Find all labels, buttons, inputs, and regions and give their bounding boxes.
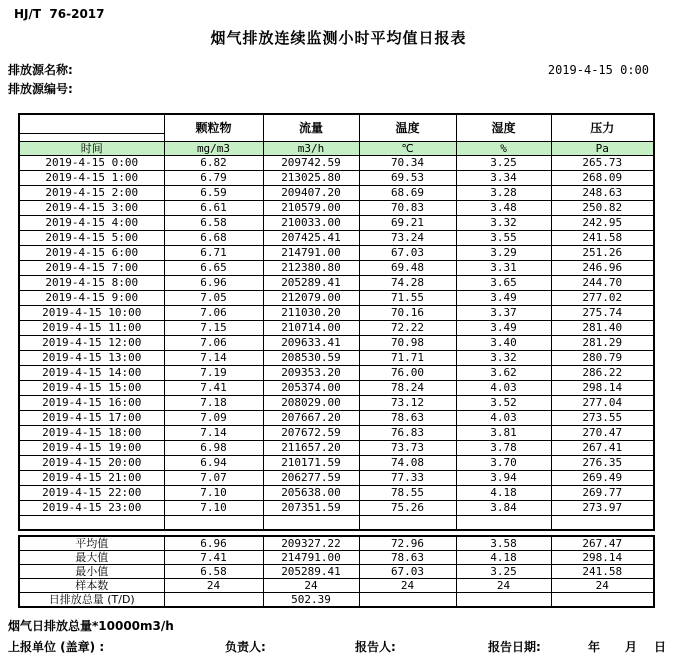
row-value: 3.32	[456, 215, 551, 230]
row-value: 6.96	[164, 275, 263, 290]
row-value: 276.35	[551, 455, 654, 470]
summary-value: 78.63	[359, 551, 456, 565]
row-value: 3.55	[456, 230, 551, 245]
table-row	[19, 320, 654, 335]
row-value: 6.61	[164, 200, 263, 215]
reporter-label: 报告人:	[355, 640, 396, 654]
row-value: 3.84	[456, 500, 551, 515]
row-value: 207425.41	[263, 230, 359, 245]
total-emission-note: 烟气日排放总量*10000m3/h	[8, 619, 174, 633]
table-row	[19, 350, 654, 365]
row-value: 205638.00	[263, 485, 359, 500]
row-value: 207667.20	[263, 410, 359, 425]
table-row	[19, 155, 654, 170]
row-value: 3.48	[456, 200, 551, 215]
row-value: 3.28	[456, 185, 551, 200]
row-value: 3.29	[456, 245, 551, 260]
table-row	[19, 335, 654, 350]
row-value: 6.82	[164, 155, 263, 170]
summary-value: 6.58	[164, 565, 263, 579]
summary-value	[359, 593, 456, 608]
row-value: 6.98	[164, 440, 263, 455]
row-value: 205289.41	[263, 275, 359, 290]
summary-row	[19, 551, 654, 565]
row-value: 3.49	[456, 290, 551, 305]
row-value: 71.71	[359, 350, 456, 365]
row-value: 269.49	[551, 470, 654, 485]
row-value: 77.33	[359, 470, 456, 485]
summary-label: 日排放总量 (T/D)	[19, 593, 164, 608]
row-value: 244.70	[551, 275, 654, 290]
summary-row	[19, 579, 654, 593]
row-time: 2019-4-15 8:00	[19, 275, 164, 290]
row-time: 2019-4-15 7:00	[19, 260, 164, 275]
row-value: 273.55	[551, 410, 654, 425]
row-value: 209742.59	[263, 155, 359, 170]
day-label: 日	[654, 640, 667, 654]
row-value: 211657.20	[263, 440, 359, 455]
table-row	[19, 245, 654, 260]
row-value: 242.95	[551, 215, 654, 230]
row-value: 68.69	[359, 185, 456, 200]
summary-row	[19, 593, 654, 608]
col-header-flow: 流量	[263, 114, 359, 141]
row-value: 3.65	[456, 275, 551, 290]
row-value: 78.24	[359, 380, 456, 395]
row-value: 207351.59	[263, 500, 359, 515]
row-value: 73.24	[359, 230, 456, 245]
standard-code: HJ/T 76-2017	[14, 7, 105, 21]
summary-label: 最小值	[19, 565, 164, 579]
row-value: 3.62	[456, 365, 551, 380]
row-value: 4.18	[456, 485, 551, 500]
row-value: 78.55	[359, 485, 456, 500]
row-value: 78.63	[359, 410, 456, 425]
time-header: 时间	[19, 141, 164, 155]
row-value: 7.19	[164, 365, 263, 380]
row-value: 208029.00	[263, 395, 359, 410]
row-time: 2019-4-15 1:00	[19, 170, 164, 185]
summary-label: 样本数	[19, 579, 164, 593]
empty-cell	[359, 515, 456, 530]
summary-row	[19, 565, 654, 579]
row-time: 2019-4-15 10:00	[19, 305, 164, 320]
row-value: 7.41	[164, 380, 263, 395]
row-time: 2019-4-15 20:00	[19, 455, 164, 470]
table-row	[19, 455, 654, 470]
row-value: 7.10	[164, 500, 263, 515]
col-header-humidity: 湿度	[456, 114, 551, 141]
row-value: 265.73	[551, 155, 654, 170]
row-value: 246.96	[551, 260, 654, 275]
row-value: 3.81	[456, 425, 551, 440]
row-value: 277.04	[551, 395, 654, 410]
summary-value: 267.47	[551, 536, 654, 551]
row-value: 7.05	[164, 290, 263, 305]
row-value: 210714.00	[263, 320, 359, 335]
row-time: 2019-4-15 22:00	[19, 485, 164, 500]
row-value: 74.28	[359, 275, 456, 290]
col-header-temperature: 温度	[359, 114, 456, 141]
table-row	[19, 275, 654, 290]
table-row	[19, 365, 654, 380]
row-value: 69.21	[359, 215, 456, 230]
row-value: 3.40	[456, 335, 551, 350]
summary-value	[551, 593, 654, 608]
row-value: 214791.00	[263, 245, 359, 260]
row-time: 2019-4-15 15:00	[19, 380, 164, 395]
measure-header-row	[19, 114, 654, 141]
empty-cell	[456, 515, 551, 530]
row-time: 2019-4-15 18:00	[19, 425, 164, 440]
unit-particulate: mg/m3	[164, 141, 263, 155]
table-row	[19, 260, 654, 275]
row-value: 7.10	[164, 485, 263, 500]
summary-value: 3.58	[456, 536, 551, 551]
row-value: 211030.20	[263, 305, 359, 320]
col-header-pressure: 压力	[551, 114, 654, 141]
summary-row	[19, 536, 654, 551]
row-value: 76.83	[359, 425, 456, 440]
unit-row	[19, 141, 654, 155]
unit-temperature: ℃	[359, 141, 456, 155]
summary-value: 72.96	[359, 536, 456, 551]
summary-value: 298.14	[551, 551, 654, 565]
summary-value: 502.39	[263, 593, 359, 608]
table-row	[19, 305, 654, 320]
row-time: 2019-4-15 0:00	[19, 155, 164, 170]
row-value: 7.07	[164, 470, 263, 485]
row-time: 2019-4-15 4:00	[19, 215, 164, 230]
row-value: 269.77	[551, 485, 654, 500]
page-title: 烟气排放连续监测小时平均值日报表	[210, 29, 467, 47]
row-value: 3.25	[456, 155, 551, 170]
table-row	[19, 380, 654, 395]
row-value: 70.83	[359, 200, 456, 215]
row-value: 281.29	[551, 335, 654, 350]
hourly-rows	[19, 155, 654, 515]
reporting-unit-label: 上报单位 (盖章) :	[8, 640, 105, 654]
row-time: 2019-4-15 12:00	[19, 335, 164, 350]
row-value: 67.03	[359, 245, 456, 260]
row-value: 73.73	[359, 440, 456, 455]
source-name-label: 排放源名称:	[8, 63, 73, 77]
person-in-charge-label: 负责人:	[225, 640, 266, 654]
row-time: 2019-4-15 6:00	[19, 245, 164, 260]
table-row	[19, 230, 654, 245]
row-value: 3.52	[456, 395, 551, 410]
unit-pressure: Pa	[551, 141, 654, 155]
table-row	[19, 185, 654, 200]
summary-value	[456, 593, 551, 608]
row-value: 71.55	[359, 290, 456, 305]
table-row	[19, 215, 654, 230]
table-row	[19, 425, 654, 440]
summary-value: 7.41	[164, 551, 263, 565]
table-row	[19, 500, 654, 515]
row-value: 298.14	[551, 380, 654, 395]
row-value: 273.97	[551, 500, 654, 515]
row-value: 72.22	[359, 320, 456, 335]
summary-value: 4.18	[456, 551, 551, 565]
row-value: 208530.59	[263, 350, 359, 365]
row-value: 3.37	[456, 305, 551, 320]
row-value: 7.14	[164, 425, 263, 440]
row-time: 2019-4-15 11:00	[19, 320, 164, 335]
table-row	[19, 395, 654, 410]
summary-value: 241.58	[551, 565, 654, 579]
row-value: 268.09	[551, 170, 654, 185]
month-label: 月	[625, 640, 638, 654]
row-value: 205374.00	[263, 380, 359, 395]
row-value: 7.06	[164, 335, 263, 350]
row-value: 75.26	[359, 500, 456, 515]
row-value: 248.63	[551, 185, 654, 200]
row-value: 7.18	[164, 395, 263, 410]
row-value: 277.02	[551, 290, 654, 305]
summary-table	[18, 535, 655, 608]
row-value: 3.32	[456, 350, 551, 365]
row-value: 212079.00	[263, 290, 359, 305]
row-value: 70.34	[359, 155, 456, 170]
summary-value: 24	[359, 579, 456, 593]
row-value: 3.31	[456, 260, 551, 275]
row-value: 6.71	[164, 245, 263, 260]
year-label: 年	[588, 640, 601, 654]
row-value: 3.70	[456, 455, 551, 470]
source-labels	[8, 61, 73, 99]
row-value: 280.79	[551, 350, 654, 365]
row-value: 6.94	[164, 455, 263, 470]
report-date-label: 报告日期:	[488, 640, 541, 654]
row-value: 7.06	[164, 305, 263, 320]
table-row	[19, 200, 654, 215]
row-time: 2019-4-15 3:00	[19, 200, 164, 215]
table-row	[19, 290, 654, 305]
row-time: 2019-4-15 13:00	[19, 350, 164, 365]
table-row	[19, 470, 654, 485]
row-value: 207672.59	[263, 425, 359, 440]
row-time: 2019-4-15 21:00	[19, 470, 164, 485]
row-value: 3.94	[456, 470, 551, 485]
row-value: 69.53	[359, 170, 456, 185]
empty-cell	[164, 515, 263, 530]
summary-value: 24	[456, 579, 551, 593]
signature-line	[0, 638, 677, 654]
row-value: 267.41	[551, 440, 654, 455]
hourly-table	[18, 113, 655, 531]
summary-value: 24	[551, 579, 654, 593]
row-value: 74.08	[359, 455, 456, 470]
summary-value: 67.03	[359, 565, 456, 579]
row-value: 209353.20	[263, 365, 359, 380]
row-value: 210171.59	[263, 455, 359, 470]
row-value: 69.48	[359, 260, 456, 275]
row-time: 2019-4-15 16:00	[19, 395, 164, 410]
row-value: 6.68	[164, 230, 263, 245]
row-value: 73.12	[359, 395, 456, 410]
summary-value	[164, 593, 263, 608]
source-code-label: 排放源编号:	[8, 82, 73, 96]
empty-cell	[263, 515, 359, 530]
row-value: 76.00	[359, 365, 456, 380]
row-value: 213025.80	[263, 170, 359, 185]
row-value: 6.65	[164, 260, 263, 275]
unit-humidity: %	[456, 141, 551, 155]
summary-value: 209327.22	[263, 536, 359, 551]
row-time: 2019-4-15 9:00	[19, 290, 164, 305]
table-row	[19, 410, 654, 425]
table-row	[19, 485, 654, 500]
row-value: 4.03	[456, 410, 551, 425]
row-value: 241.58	[551, 230, 654, 245]
row-value: 250.82	[551, 200, 654, 215]
empty-cell	[551, 515, 654, 530]
summary-value: 205289.41	[263, 565, 359, 579]
row-time: 2019-4-15 23:00	[19, 500, 164, 515]
summary-value: 6.96	[164, 536, 263, 551]
row-value: 7.09	[164, 410, 263, 425]
empty-cell	[19, 515, 164, 530]
row-value: 6.58	[164, 215, 263, 230]
row-value: 275.74	[551, 305, 654, 320]
summary-label: 平均值	[19, 536, 164, 551]
table-row	[19, 170, 654, 185]
row-value: 6.79	[164, 170, 263, 185]
row-value: 281.40	[551, 320, 654, 335]
row-value: 270.47	[551, 425, 654, 440]
table-row	[19, 440, 654, 455]
row-value: 209633.41	[263, 335, 359, 350]
row-value: 286.22	[551, 365, 654, 380]
row-time: 2019-4-15 17:00	[19, 410, 164, 425]
row-value: 210033.00	[263, 215, 359, 230]
row-value: 3.34	[456, 170, 551, 185]
blank-upper-half	[20, 121, 164, 134]
row-value: 251.26	[551, 245, 654, 260]
row-value: 212380.80	[263, 260, 359, 275]
row-value: 3.78	[456, 440, 551, 455]
row-value: 7.15	[164, 320, 263, 335]
report-datetime: 2019-4-15 0:00	[547, 63, 649, 77]
time-header-blank-cell	[19, 114, 164, 141]
summary-label: 最大值	[19, 551, 164, 565]
spacer-row	[19, 515, 654, 530]
unit-flow: m3/h	[263, 141, 359, 155]
row-value: 3.49	[456, 320, 551, 335]
summary-value: 3.25	[456, 565, 551, 579]
row-value: 7.14	[164, 350, 263, 365]
row-value: 206277.59	[263, 470, 359, 485]
row-value: 70.16	[359, 305, 456, 320]
summary-rows	[19, 536, 654, 607]
row-time: 2019-4-15 5:00	[19, 230, 164, 245]
row-time: 2019-4-15 19:00	[19, 440, 164, 455]
summary-value: 24	[164, 579, 263, 593]
row-value: 6.59	[164, 185, 263, 200]
summary-value: 214791.00	[263, 551, 359, 565]
row-value: 4.03	[456, 380, 551, 395]
col-header-particulate: 颗粒物	[164, 114, 263, 141]
row-value: 209407.20	[263, 185, 359, 200]
row-value: 210579.00	[263, 200, 359, 215]
row-time: 2019-4-15 2:00	[19, 185, 164, 200]
row-value: 70.98	[359, 335, 456, 350]
row-time: 2019-4-15 14:00	[19, 365, 164, 380]
summary-value: 24	[263, 579, 359, 593]
